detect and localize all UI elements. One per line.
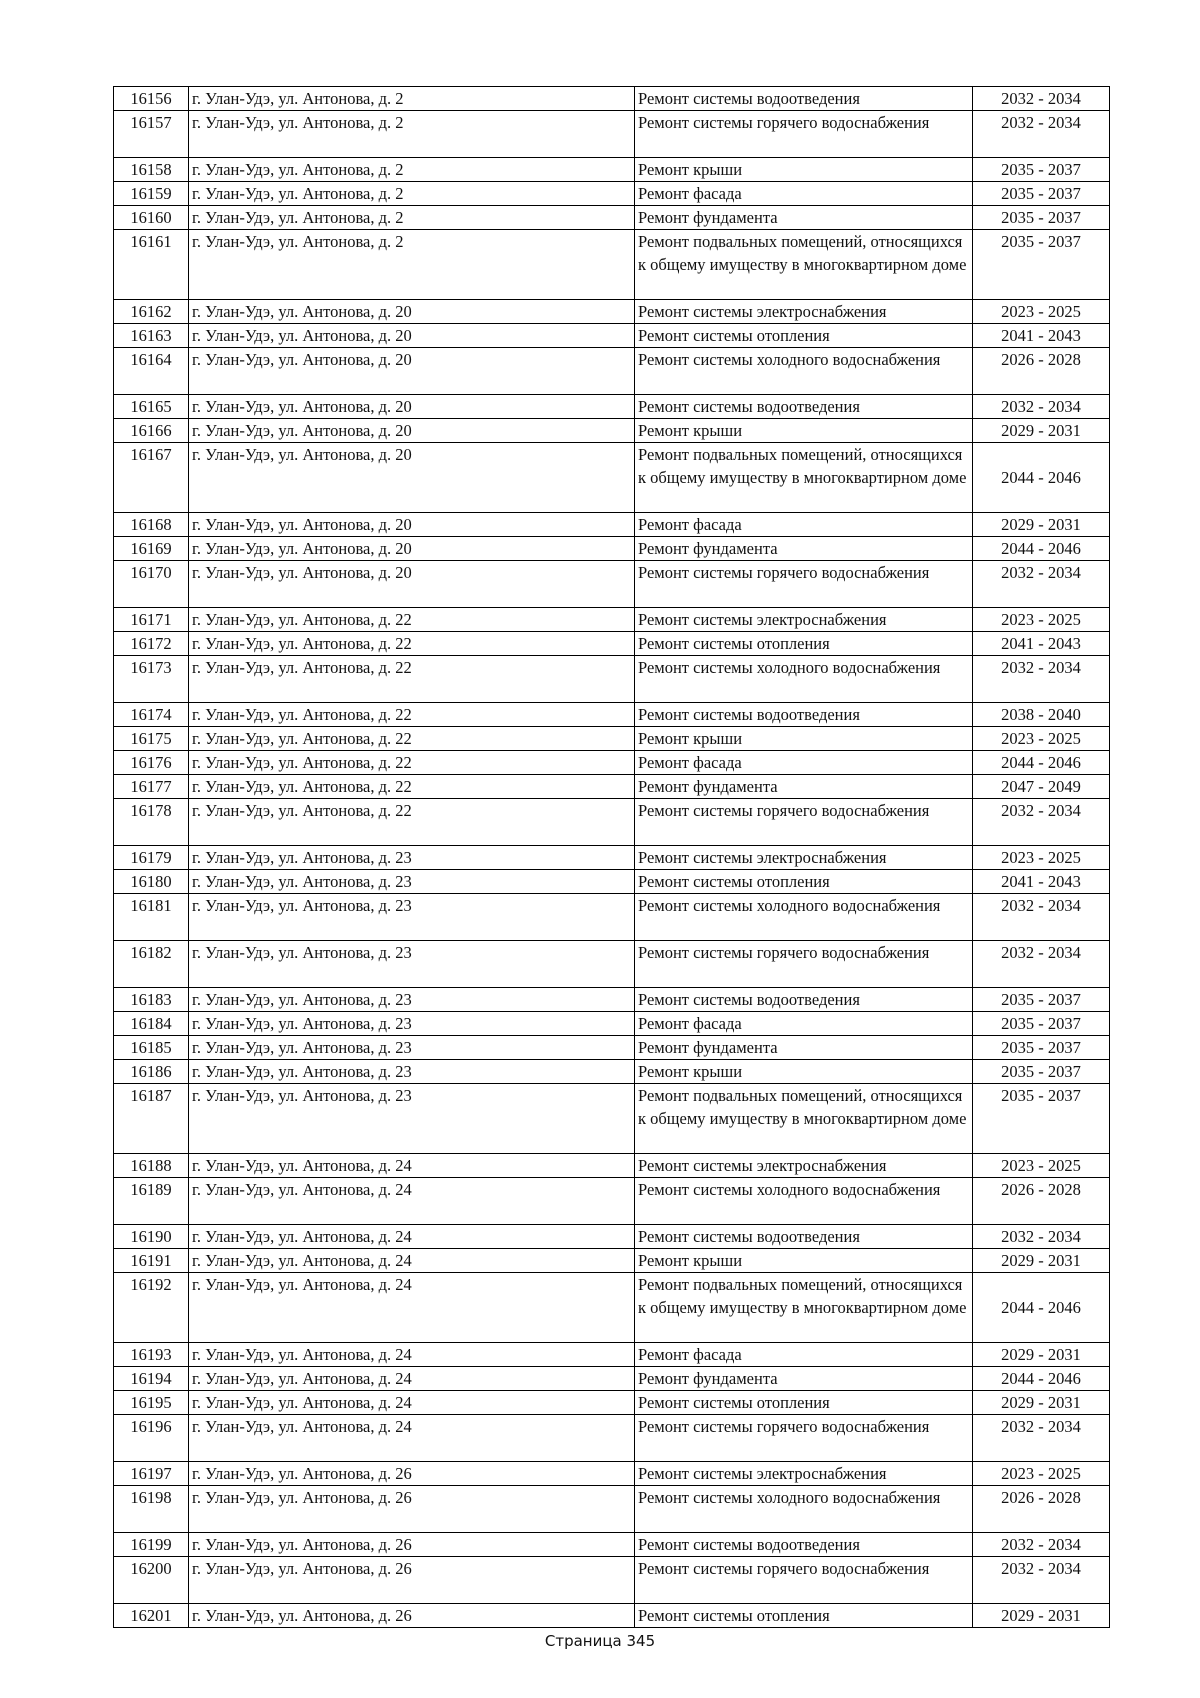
table-row <box>114 775 1110 799</box>
table-row <box>114 1036 1110 1060</box>
address-cell: г. Улан-Удэ, ул. Антонова, д. 20 <box>189 561 635 608</box>
work-type-cell: Ремонт крыши <box>635 1060 973 1084</box>
address-cell: г. Улан-Удэ, ул. Антонова, д. 20 <box>189 419 635 443</box>
period-cell: 2032 - 2034 <box>973 1533 1110 1557</box>
address-cell: г. Улан-Удэ, ул. Антонова, д. 23 <box>189 894 635 941</box>
address-cell: г. Улан-Удэ, ул. Антонова, д. 22 <box>189 608 635 632</box>
row-number-cell: 16163 <box>114 324 189 348</box>
row-number-cell: 16161 <box>114 230 189 300</box>
row-number-cell: 16170 <box>114 561 189 608</box>
row-number-cell: 16159 <box>114 182 189 206</box>
address-cell: г. Улан-Удэ, ул. Антонова, д. 22 <box>189 727 635 751</box>
row-number-cell: 16184 <box>114 1012 189 1036</box>
address-cell: г. Улан-Удэ, ул. Антонова, д. 20 <box>189 348 635 395</box>
table-row <box>114 111 1110 158</box>
work-type-cell: Ремонт системы электроснабжения <box>635 300 973 324</box>
period-cell: 2041 - 2043 <box>973 632 1110 656</box>
table-row <box>114 513 1110 537</box>
row-number-cell: 16192 <box>114 1273 189 1343</box>
period-cell: 2023 - 2025 <box>973 300 1110 324</box>
table-row <box>114 206 1110 230</box>
period-cell: 2032 - 2034 <box>973 561 1110 608</box>
work-type-cell: Ремонт системы холодного водоснабжения <box>635 348 973 395</box>
table-row <box>114 324 1110 348</box>
period-cell: 2035 - 2037 <box>973 1012 1110 1036</box>
address-cell: г. Улан-Удэ, ул. Антонова, д. 22 <box>189 703 635 727</box>
work-type-cell: Ремонт системы отопления <box>635 324 973 348</box>
period-cell: 2035 - 2037 <box>973 206 1110 230</box>
row-number-cell: 16200 <box>114 1557 189 1604</box>
row-number-cell: 16171 <box>114 608 189 632</box>
table-row <box>114 1084 1110 1154</box>
address-cell: г. Улан-Удэ, ул. Антонова, д. 23 <box>189 1084 635 1154</box>
work-type-cell: Ремонт крыши <box>635 419 973 443</box>
period-cell: 2029 - 2031 <box>973 1343 1110 1367</box>
table-row <box>114 632 1110 656</box>
work-type-cell: Ремонт системы электроснабжения <box>635 846 973 870</box>
work-type-cell: Ремонт системы горячего водоснабжения <box>635 561 973 608</box>
address-cell: г. Улан-Удэ, ул. Антонова, д. 2 <box>189 182 635 206</box>
address-cell: г. Улан-Удэ, ул. Антонова, д. 24 <box>189 1391 635 1415</box>
row-number-cell: 16173 <box>114 656 189 703</box>
address-cell: г. Улан-Удэ, ул. Антонова, д. 20 <box>189 300 635 324</box>
address-cell: г. Улан-Удэ, ул. Антонова, д. 24 <box>189 1415 635 1462</box>
address-cell: г. Улан-Удэ, ул. Антонова, д. 26 <box>189 1462 635 1486</box>
work-type-cell: Ремонт системы отопления <box>635 1391 973 1415</box>
period-cell: 2032 - 2034 <box>973 1415 1110 1462</box>
period-cell: 2029 - 2031 <box>973 419 1110 443</box>
row-number-cell: 16157 <box>114 111 189 158</box>
repair-schedule-table <box>113 86 1110 1628</box>
table-body <box>114 87 1110 1628</box>
period-cell: 2035 - 2037 <box>973 988 1110 1012</box>
address-cell: г. Улан-Удэ, ул. Антонова, д. 22 <box>189 799 635 846</box>
row-number-cell: 16179 <box>114 846 189 870</box>
row-number-cell: 16196 <box>114 1415 189 1462</box>
address-cell: г. Улан-Удэ, ул. Антонова, д. 23 <box>189 1012 635 1036</box>
address-cell: г. Улан-Удэ, ул. Антонова, д. 23 <box>189 988 635 1012</box>
table-row <box>114 1415 1110 1462</box>
work-type-cell: Ремонт фундамента <box>635 537 973 561</box>
period-cell: 2035 - 2037 <box>973 1036 1110 1060</box>
address-cell: г. Улан-Удэ, ул. Антонова, д. 2 <box>189 87 635 111</box>
work-type-cell: Ремонт фундамента <box>635 1036 973 1060</box>
address-cell: г. Улан-Удэ, ул. Антонова, д. 23 <box>189 1060 635 1084</box>
row-number-cell: 16195 <box>114 1391 189 1415</box>
row-number-cell: 16175 <box>114 727 189 751</box>
period-cell: 2047 - 2049 <box>973 775 1110 799</box>
table-row <box>114 1273 1110 1343</box>
address-cell: г. Улан-Удэ, ул. Антонова, д. 23 <box>189 846 635 870</box>
table-row <box>114 894 1110 941</box>
work-type-cell: Ремонт системы холодного водоснабжения <box>635 1486 973 1533</box>
address-cell: г. Улан-Удэ, ул. Антонова, д. 22 <box>189 656 635 703</box>
work-type-cell: Ремонт подвальных помещений, относящихся к общему имуществу в многоквартирном доме <box>635 443 973 513</box>
table-row <box>114 1486 1110 1533</box>
work-type-cell: Ремонт системы отопления <box>635 632 973 656</box>
address-cell: г. Улан-Удэ, ул. Антонова, д. 24 <box>189 1154 635 1178</box>
address-cell: г. Улан-Удэ, ул. Антонова, д. 22 <box>189 751 635 775</box>
row-number-cell: 16172 <box>114 632 189 656</box>
work-type-cell: Ремонт системы водоотведения <box>635 87 973 111</box>
period-cell: 2032 - 2034 <box>973 111 1110 158</box>
row-number-cell: 16188 <box>114 1154 189 1178</box>
period-cell: 2035 - 2037 <box>973 230 1110 300</box>
period-cell: 2023 - 2025 <box>973 1462 1110 1486</box>
work-type-cell: Ремонт системы водоотведения <box>635 988 973 1012</box>
table-row <box>114 608 1110 632</box>
period-cell: 2044 - 2046 <box>973 443 1110 513</box>
row-number-cell: 16186 <box>114 1060 189 1084</box>
table-row <box>114 1533 1110 1557</box>
row-number-cell: 16182 <box>114 941 189 988</box>
row-number-cell: 16185 <box>114 1036 189 1060</box>
table-row <box>114 300 1110 324</box>
period-cell: 2023 - 2025 <box>973 727 1110 751</box>
table-row <box>114 1367 1110 1391</box>
table-row <box>114 182 1110 206</box>
row-number-cell: 16168 <box>114 513 189 537</box>
row-number-cell: 16181 <box>114 894 189 941</box>
work-type-cell: Ремонт крыши <box>635 1249 973 1273</box>
address-cell: г. Улан-Удэ, ул. Антонова, д. 22 <box>189 775 635 799</box>
work-type-cell: Ремонт фасада <box>635 182 973 206</box>
period-cell: 2044 - 2046 <box>973 1367 1110 1391</box>
work-type-cell: Ремонт фундамента <box>635 1367 973 1391</box>
work-type-cell: Ремонт системы отопления <box>635 1604 973 1628</box>
row-number-cell: 16197 <box>114 1462 189 1486</box>
row-number-cell: 16183 <box>114 988 189 1012</box>
period-cell: 2032 - 2034 <box>973 87 1110 111</box>
row-number-cell: 16169 <box>114 537 189 561</box>
period-cell: 2035 - 2037 <box>973 182 1110 206</box>
row-number-cell: 16180 <box>114 870 189 894</box>
table-row <box>114 395 1110 419</box>
table-row <box>114 846 1110 870</box>
work-type-cell: Ремонт системы электроснабжения <box>635 1154 973 1178</box>
work-type-cell: Ремонт фундамента <box>635 775 973 799</box>
period-cell: 2035 - 2037 <box>973 1060 1110 1084</box>
period-cell: 2029 - 2031 <box>973 513 1110 537</box>
period-cell: 2032 - 2034 <box>973 1557 1110 1604</box>
address-cell: г. Улан-Удэ, ул. Антонова, д. 2 <box>189 206 635 230</box>
address-cell: г. Улан-Удэ, ул. Антонова, д. 24 <box>189 1343 635 1367</box>
table-row <box>114 1225 1110 1249</box>
address-cell: г. Улан-Удэ, ул. Антонова, д. 22 <box>189 632 635 656</box>
period-cell: 2026 - 2028 <box>973 348 1110 395</box>
table-row <box>114 727 1110 751</box>
row-number-cell: 16178 <box>114 799 189 846</box>
work-type-cell: Ремонт фундамента <box>635 206 973 230</box>
address-cell: г. Улан-Удэ, ул. Антонова, д. 23 <box>189 1036 635 1060</box>
row-number-cell: 16189 <box>114 1178 189 1225</box>
row-number-cell: 16199 <box>114 1533 189 1557</box>
table-row <box>114 941 1110 988</box>
table-row <box>114 1154 1110 1178</box>
table-row <box>114 1391 1110 1415</box>
row-number-cell: 16160 <box>114 206 189 230</box>
work-type-cell: Ремонт системы холодного водоснабжения <box>635 1178 973 1225</box>
table-row <box>114 1462 1110 1486</box>
period-cell: 2029 - 2031 <box>973 1249 1110 1273</box>
work-type-cell: Ремонт подвальных помещений, относящихся к общему имуществу в многоквартирном доме <box>635 1084 973 1154</box>
work-type-cell: Ремонт фасада <box>635 1343 973 1367</box>
address-cell: г. Улан-Удэ, ул. Антонова, д. 24 <box>189 1178 635 1225</box>
row-number-cell: 16176 <box>114 751 189 775</box>
address-cell: г. Улан-Удэ, ул. Антонова, д. 24 <box>189 1367 635 1391</box>
period-cell: 2038 - 2040 <box>973 703 1110 727</box>
period-cell: 2032 - 2034 <box>973 1225 1110 1249</box>
row-number-cell: 16166 <box>114 419 189 443</box>
table-row <box>114 443 1110 513</box>
table-row <box>114 1249 1110 1273</box>
address-cell: г. Улан-Удэ, ул. Антонова, д. 2 <box>189 158 635 182</box>
address-cell: г. Улан-Удэ, ул. Антонова, д. 20 <box>189 443 635 513</box>
period-cell: 2044 - 2046 <box>973 751 1110 775</box>
address-cell: г. Улан-Удэ, ул. Антонова, д. 26 <box>189 1486 635 1533</box>
work-type-cell: Ремонт системы водоотведения <box>635 1225 973 1249</box>
period-cell: 2023 - 2025 <box>973 846 1110 870</box>
table-row <box>114 1012 1110 1036</box>
work-type-cell: Ремонт системы горячего водоснабжения <box>635 799 973 846</box>
work-type-cell: Ремонт фасада <box>635 1012 973 1036</box>
row-number-cell: 16162 <box>114 300 189 324</box>
address-cell: г. Улан-Удэ, ул. Антонова, д. 20 <box>189 513 635 537</box>
table-row <box>114 988 1110 1012</box>
work-type-cell: Ремонт подвальных помещений, относящихся к общему имуществу в многоквартирном доме <box>635 230 973 300</box>
document-sheet <box>113 86 1109 1628</box>
table-row <box>114 561 1110 608</box>
address-cell: г. Улан-Удэ, ул. Антонова, д. 2 <box>189 230 635 300</box>
address-cell: г. Улан-Удэ, ул. Антонова, д. 24 <box>189 1249 635 1273</box>
row-number-cell: 16187 <box>114 1084 189 1154</box>
work-type-cell: Ремонт крыши <box>635 158 973 182</box>
table-row <box>114 751 1110 775</box>
work-type-cell: Ремонт системы холодного водоснабжения <box>635 656 973 703</box>
table-row <box>114 1060 1110 1084</box>
period-cell: 2035 - 2037 <box>973 158 1110 182</box>
work-type-cell: Ремонт системы электроснабжения <box>635 608 973 632</box>
address-cell: г. Улан-Удэ, ул. Антонова, д. 20 <box>189 537 635 561</box>
address-cell: г. Улан-Удэ, ул. Антонова, д. 20 <box>189 324 635 348</box>
row-number-cell: 16193 <box>114 1343 189 1367</box>
table-row <box>114 230 1110 300</box>
work-type-cell: Ремонт системы горячего водоснабжения <box>635 941 973 988</box>
row-number-cell: 16164 <box>114 348 189 395</box>
table-row <box>114 870 1110 894</box>
work-type-cell: Ремонт системы электроснабжения <box>635 1462 973 1486</box>
table-row <box>114 1604 1110 1628</box>
period-cell: 2026 - 2028 <box>973 1178 1110 1225</box>
period-cell: 2044 - 2046 <box>973 537 1110 561</box>
address-cell: г. Улан-Удэ, ул. Антонова, д. 24 <box>189 1225 635 1249</box>
period-cell: 2023 - 2025 <box>973 1154 1110 1178</box>
address-cell: г. Улан-Удэ, ул. Антонова, д. 23 <box>189 870 635 894</box>
table-row <box>114 799 1110 846</box>
address-cell: г. Улан-Удэ, ул. Антонова, д. 20 <box>189 395 635 419</box>
row-number-cell: 16201 <box>114 1604 189 1628</box>
row-number-cell: 16174 <box>114 703 189 727</box>
work-type-cell: Ремонт системы холодного водоснабжения <box>635 894 973 941</box>
table-row <box>114 1557 1110 1604</box>
row-number-cell: 16158 <box>114 158 189 182</box>
work-type-cell: Ремонт подвальных помещений, относящихся к общему имуществу в многоквартирном доме <box>635 1273 973 1343</box>
row-number-cell: 16165 <box>114 395 189 419</box>
row-number-cell: 16191 <box>114 1249 189 1273</box>
period-cell: 2044 - 2046 <box>973 1273 1110 1343</box>
table-row <box>114 348 1110 395</box>
table-row <box>114 419 1110 443</box>
work-type-cell: Ремонт системы отопления <box>635 870 973 894</box>
row-number-cell: 16177 <box>114 775 189 799</box>
row-number-cell: 16194 <box>114 1367 189 1391</box>
period-cell: 2032 - 2034 <box>973 395 1110 419</box>
period-cell: 2032 - 2034 <box>973 941 1110 988</box>
work-type-cell: Ремонт крыши <box>635 727 973 751</box>
address-cell: г. Улан-Удэ, ул. Антонова, д. 2 <box>189 111 635 158</box>
row-number-cell: 16190 <box>114 1225 189 1249</box>
period-cell: 2032 - 2034 <box>973 894 1110 941</box>
work-type-cell: Ремонт системы водоотведения <box>635 703 973 727</box>
address-cell: г. Улан-Удэ, ул. Антонова, д. 26 <box>189 1533 635 1557</box>
table-row <box>114 703 1110 727</box>
work-type-cell: Ремонт фасада <box>635 513 973 537</box>
period-cell: 2041 - 2043 <box>973 324 1110 348</box>
address-cell: г. Улан-Удэ, ул. Антонова, д. 23 <box>189 941 635 988</box>
table-row <box>114 1178 1110 1225</box>
row-number-cell: 16198 <box>114 1486 189 1533</box>
period-cell: 2023 - 2025 <box>973 608 1110 632</box>
table-row <box>114 158 1110 182</box>
period-cell: 2032 - 2034 <box>973 799 1110 846</box>
row-number-cell: 16156 <box>114 87 189 111</box>
table-row <box>114 1343 1110 1367</box>
address-cell: г. Улан-Удэ, ул. Антонова, д. 26 <box>189 1604 635 1628</box>
work-type-cell: Ремонт системы горячего водоснабжения <box>635 1557 973 1604</box>
table-row <box>114 87 1110 111</box>
address-cell: г. Улан-Удэ, ул. Антонова, д. 24 <box>189 1273 635 1343</box>
period-cell: 2029 - 2031 <box>973 1391 1110 1415</box>
work-type-cell: Ремонт системы водоотведения <box>635 1533 973 1557</box>
period-cell: 2041 - 2043 <box>973 870 1110 894</box>
table-row <box>114 656 1110 703</box>
table-row <box>114 537 1110 561</box>
period-cell: 2035 - 2037 <box>973 1084 1110 1154</box>
period-cell: 2029 - 2031 <box>973 1604 1110 1628</box>
work-type-cell: Ремонт системы водоотведения <box>635 395 973 419</box>
page-number: Страница 345 <box>544 1632 656 1650</box>
work-type-cell: Ремонт фасада <box>635 751 973 775</box>
work-type-cell: Ремонт системы горячего водоснабжения <box>635 1415 973 1462</box>
period-cell: 2026 - 2028 <box>973 1486 1110 1533</box>
work-type-cell: Ремонт системы горячего водоснабжения <box>635 111 973 158</box>
period-cell: 2032 - 2034 <box>973 656 1110 703</box>
row-number-cell: 16167 <box>114 443 189 513</box>
address-cell: г. Улан-Удэ, ул. Антонова, д. 26 <box>189 1557 635 1604</box>
